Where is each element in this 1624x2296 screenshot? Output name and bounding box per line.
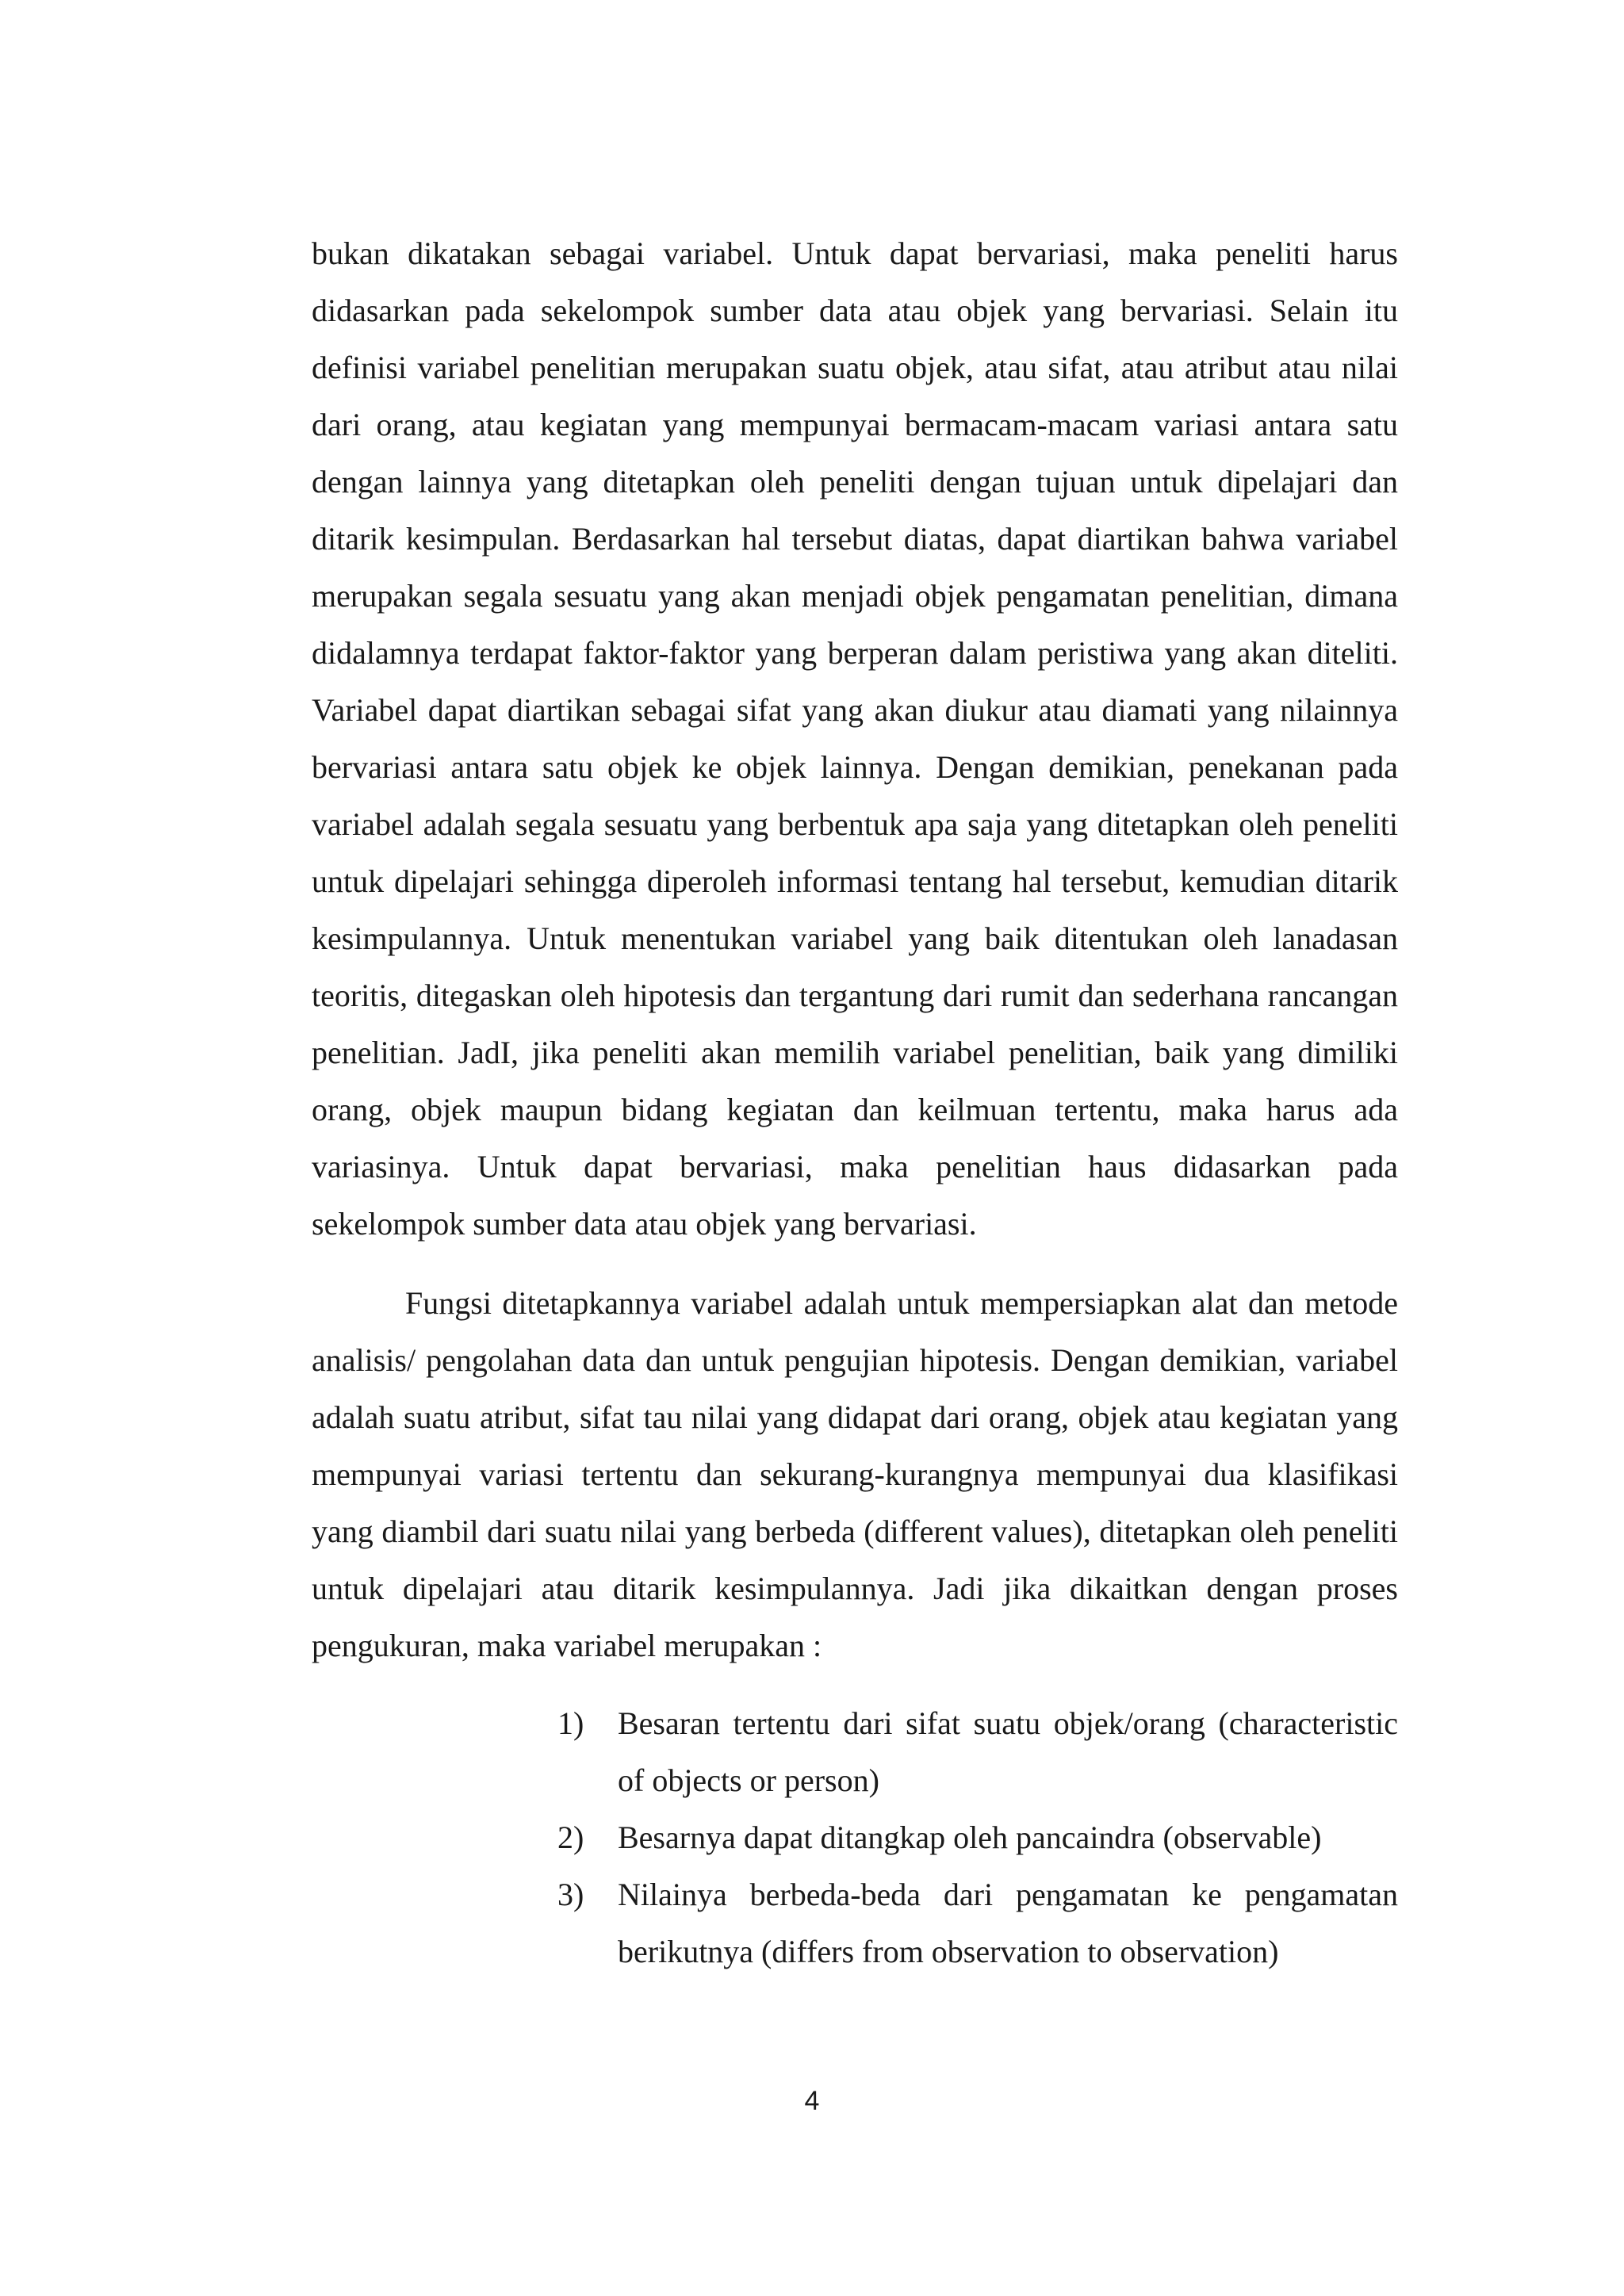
list-item-text: Besarnya dapat ditangkap oleh pancaindra (observable) [618,1820,1322,1855]
list-item-text: Besaran tertentu dari sifat suatu objek/orang (characteristic of objects or person) [618,1705,1398,1798]
paragraph-2: Fungsi ditetapkannya variabel adalah untuk mempersiapkan alat dan metode analisis/ pengolahan data dan untuk pengujian hipotesis. Dengan demikian, variabel adalah suatu atribut, sifat tau nilai yang didapat dari orang, objek atau kegiatan yang mempunyai variasi tertentu dan sekurang-kurangnya mempunyai dua klasifikasi yang diambil dari suatu nilai yang berbeda (different values), ditetapkan oleh peneliti untuk dipelajari atau ditarik kesimpulannya. Jadi jika dikaitkan dengan proses pengukuran, maka variabel merupakan : [312,1285,1398,1663]
list-item-number: 2) [557,1820,584,1855]
list-item-number: 3) [557,1877,584,1912]
list-item [557,1695,1398,1809]
numbered-list [312,1695,1398,1980]
page-number: 4 [804,2086,820,2116]
list-item-text: Nilainya berbeda-beda dari pengamatan ke pengamatan berikutnya (differs from observation to observation) [618,1877,1398,1969]
paragraph-1: bukan dikatakan sebagai variabel. Untuk dapat bervariasi, maka peneliti harus didasarkan pada sekelompok sumber data atau objek yang bervariasi. Selain itu definisi variabel penelitian merupakan suatu objek, atau sifat, atau atribut atau nilai dari orang, atau kegiatan yang mempunyai bermacam-macam variasi antara satu dengan lainnya yang ditetapkan oleh peneliti dengan tujuan untuk dipelajari dan ditarik kesimpulan. Berdasarkan hal tersebut diatas, dapat diartikan bahwa variabel merupakan segala sesuatu yang akan menjadi objek pengamatan penelitian, dimana didalamnya terdapat faktor-faktor yang berperan dalam peristiwa yang akan diteliti. Variabel dapat diartikan sebagai sifat yang akan diukur atau diamati yang nilainnya bervariasi antara satu objek ke objek lainnya. Dengan demikian, penekanan pada variabel adalah segala sesuatu yang berbentuk apa saja yang ditetapkan oleh peneliti untuk dipelajari sehingga diperoleh informasi tentang hal tersebut, kemudian ditarik kesimpulannya. Untuk menentukan variabel yang baik ditentukan oleh lanadasan teoritis, ditegaskan oleh hipotesis dan tergantung dari rumit dan sederhana rancangan penelitian. JadI, jika peneliti akan memilih variabel penelitian, baik yang dimiliki orang, objek maupun bidang kegiatan dan keilmuan tertentu, maka harus ada variasinya. Untuk dapat bervariasi, maka penelitian haus didasarkan pada sekelompok sumber data atau objek yang bervariasi. [312,235,1398,1242]
body-text [312,225,1398,1980]
list-item [557,1866,1398,1980]
list-item-number: 1) [557,1705,584,1741]
list-item [557,1809,1398,1866]
